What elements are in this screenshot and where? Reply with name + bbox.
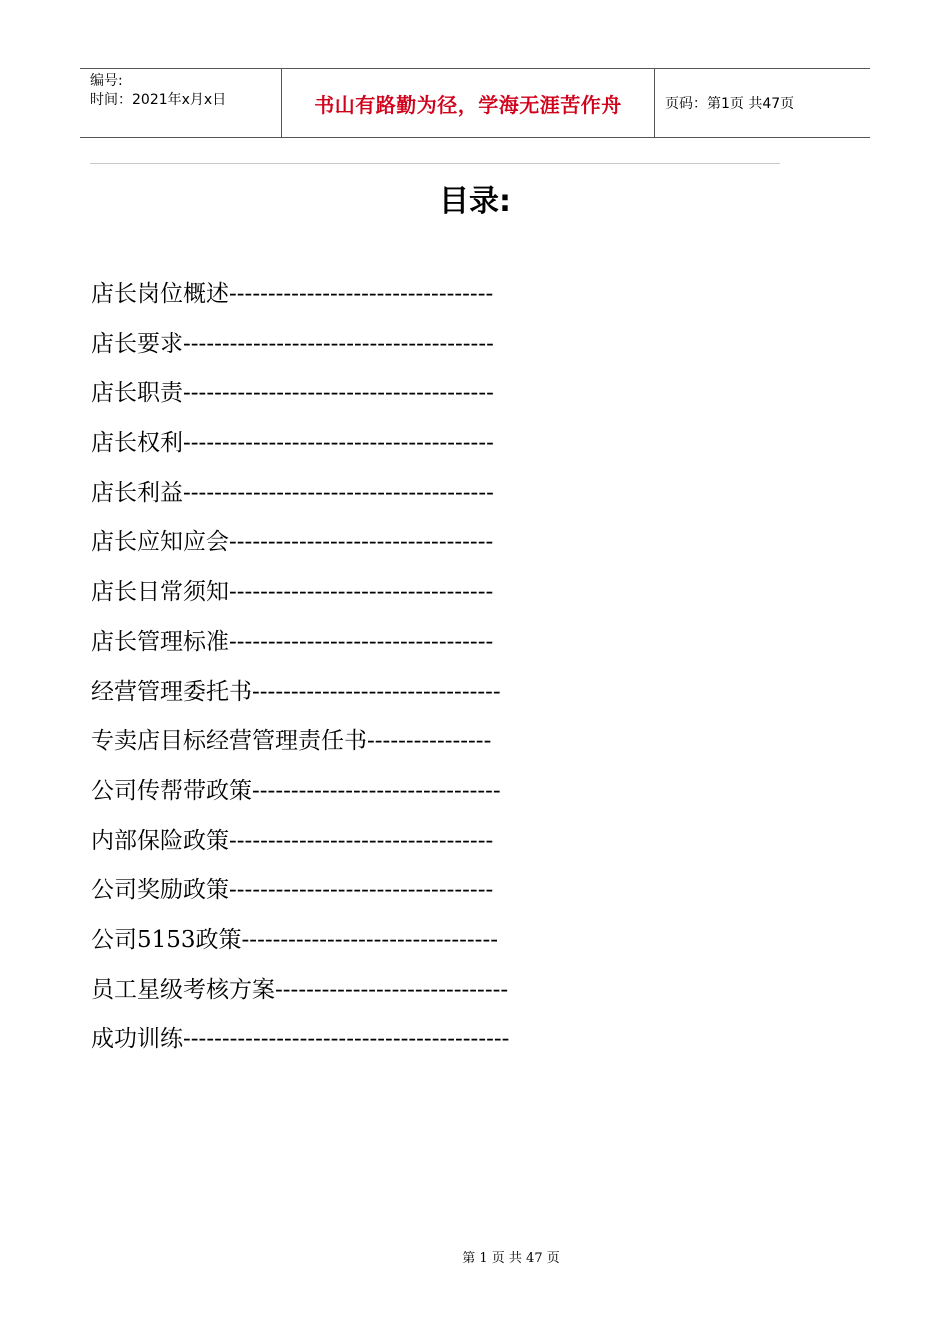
- document-date-label: 时间：2021年x月x日: [90, 92, 227, 108]
- toc-item[interactable]: 店长岗位概述----------------------------------: [91, 281, 494, 307]
- toc-item[interactable]: 内部保险政策----------------------------------: [91, 827, 494, 854]
- toc-item[interactable]: 店长日常须知----------------------------------: [91, 579, 494, 606]
- header-meta-cell: [80, 69, 282, 137]
- toc-item[interactable]: 店长权利----------------------------------------: [91, 430, 494, 457]
- toc-item[interactable]: 店长应知应会----------------------------------: [91, 529, 494, 556]
- toc-item[interactable]: 公司5153政策---------------------------------: [91, 926, 498, 953]
- header-motto: 书山有路勤为径，学海无涯苦作舟: [282, 69, 655, 137]
- toc-item[interactable]: 经营管理委托书--------------------------------: [91, 678, 501, 705]
- toc-item[interactable]: 店长管理标准----------------------------------: [91, 628, 494, 655]
- toc-item[interactable]: 店长职责----------------------------------------: [91, 380, 494, 407]
- toc-item[interactable]: 店长要求----------------------------------------: [91, 330, 494, 357]
- document-header: [80, 68, 870, 138]
- toc-item[interactable]: 成功训练------------------------------------------: [91, 1026, 510, 1053]
- toc-item[interactable]: 店长利益----------------------------------------: [91, 479, 494, 506]
- toc-title: 目录:: [439, 184, 511, 219]
- document-number-label: 编号:: [90, 73, 123, 89]
- toc-item[interactable]: 员工星级考核方案------------------------------: [91, 976, 509, 1003]
- toc-list: [91, 275, 509, 1070]
- header-divider: [90, 163, 780, 164]
- toc-item[interactable]: 公司传帮带政策--------------------------------: [91, 777, 501, 804]
- toc-item[interactable]: 专卖店目标经营管理责任书----------------: [91, 728, 492, 755]
- page-footer: 第 1 页 共 47 页: [462, 1251, 560, 1266]
- toc-item[interactable]: 公司奖励政策----------------------------------: [91, 877, 494, 904]
- header-page-label: 页码：第1页 共47页: [665, 96, 795, 112]
